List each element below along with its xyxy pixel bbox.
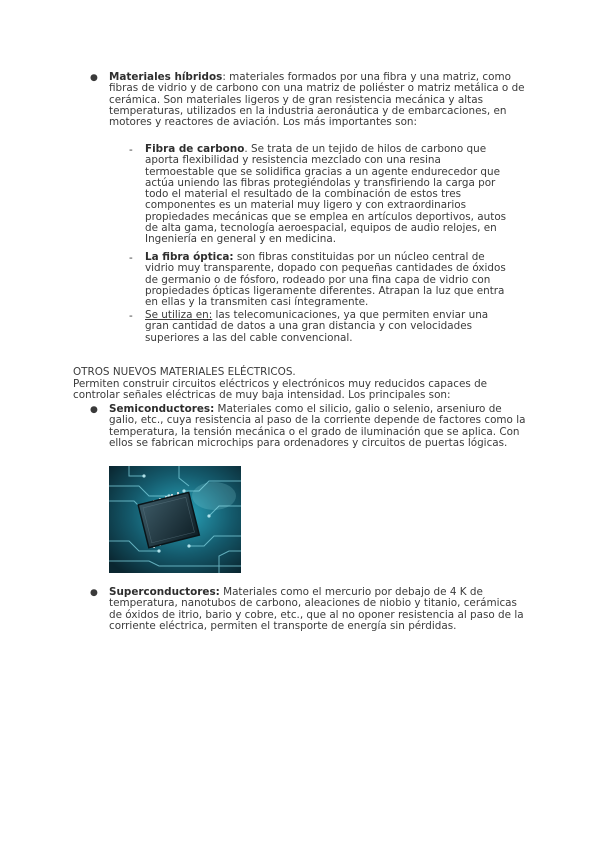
semiconductors-paragraph bbox=[109, 404, 529, 449]
carbon-fiber-label: Fibra de carbono bbox=[145, 143, 245, 155]
optical-fiber-paragraph bbox=[145, 252, 513, 308]
hybrid-materials-text: : materiales formados por una fibra y una matriz, como fibras de vidrio y de carbono con una matriz de poliéster o matriz metálica o de cerámica. Son materiales ligeros y de gran resistencia mecánica y altas temperaturas, utilizados en la industria aeronáutica y de embarcaciones, en motores y reactores de aviación. Los más importantes son: bbox=[109, 71, 525, 129]
uses-label: Se utiliza en: bbox=[145, 309, 213, 321]
bullet-icon: ● bbox=[90, 73, 98, 83]
dash-marker: - bbox=[129, 144, 133, 156]
bullet-icon: ● bbox=[90, 588, 98, 598]
uses-text: las telecomunicaciones, ya que permiten enviar una gran cantidad de datos a una gran distancia y con velocidades superiores a las del cable convencional. bbox=[145, 309, 489, 344]
optical-fiber-label: La fibra óptica: bbox=[145, 251, 234, 263]
hybrid-materials-label: Materiales híbridos bbox=[109, 71, 223, 83]
uses-paragraph bbox=[145, 310, 513, 344]
section-intro: Permiten construir circuitos eléctricos y electrónicos muy reducidos capaces de controlar señales eléctricas de muy baja intensidad. Los principales son: bbox=[73, 378, 488, 402]
superconductors-label: Superconductores: bbox=[109, 586, 220, 598]
hybrid-materials-paragraph bbox=[109, 72, 527, 128]
superconductors-paragraph bbox=[109, 587, 529, 632]
semiconductors-label: Semiconductores: bbox=[109, 403, 215, 415]
carbon-fiber-text: . Se trata de un tejido de hilos de carbono que aporta flexibilidad y resistencia mezclado con una resina termoestable que se solidifica gracias a un agente endurecedor que actúa uniendo las fibras protegiéndolas y transfiriendo la carga por todo el material el resultado de la combinación de estos tres componentes es un material muy ligero y con extraordinarios propiedades mecánicas que se emplea en artículos deportivos, autos de alta gama, tecnología aeroespacial, equipos de audio relojes, en Ingeniería en general y en medicina. bbox=[145, 143, 507, 246]
microchip-photo bbox=[109, 466, 241, 573]
bullet-icon: ● bbox=[90, 405, 98, 415]
microchip-icon bbox=[109, 466, 241, 573]
semiconductors-text: Materiales como el silicio, galio o selenio, arseniuro de galio, etc., cuya resistencia al paso de la corriente depende de factores como la temperatura, la tensión mecánica o el grado de iluminación que se aplica. Con ellos se fabrican microchips para ordenadores y circuitos de puertas lógicas. bbox=[109, 403, 526, 449]
carbon-fiber-paragraph bbox=[145, 144, 513, 246]
optical-fiber-text: son fibras constituidas por un núcleo central de vidrio muy transparente, dopado con pequeñas cantidades de óxidos de germanio o de fósforo, rodeado por una fina capa de vidrio con propiedades ópticas ligeramente diferentes. Atrapan la luz que entra en ellas y la transmiten casi íntegramente. bbox=[145, 251, 506, 309]
section-heading: OTROS NUEVOS MATERIALES ELÉCTRICOS. bbox=[73, 366, 296, 378]
dash-marker: - bbox=[129, 310, 133, 322]
superconductors-text: Materiales como el mercurio por debajo de 4 K de temperatura, nanotubos de carbono, aleaciones de niobio y titanio, cerámicas de óxidos de itrio, bario y cobre, etc., que al no oponer resistencia al paso de la corriente eléctrica, permiten el transporte de energía sin pérdidas. bbox=[109, 586, 524, 632]
dash-marker: - bbox=[129, 252, 133, 264]
